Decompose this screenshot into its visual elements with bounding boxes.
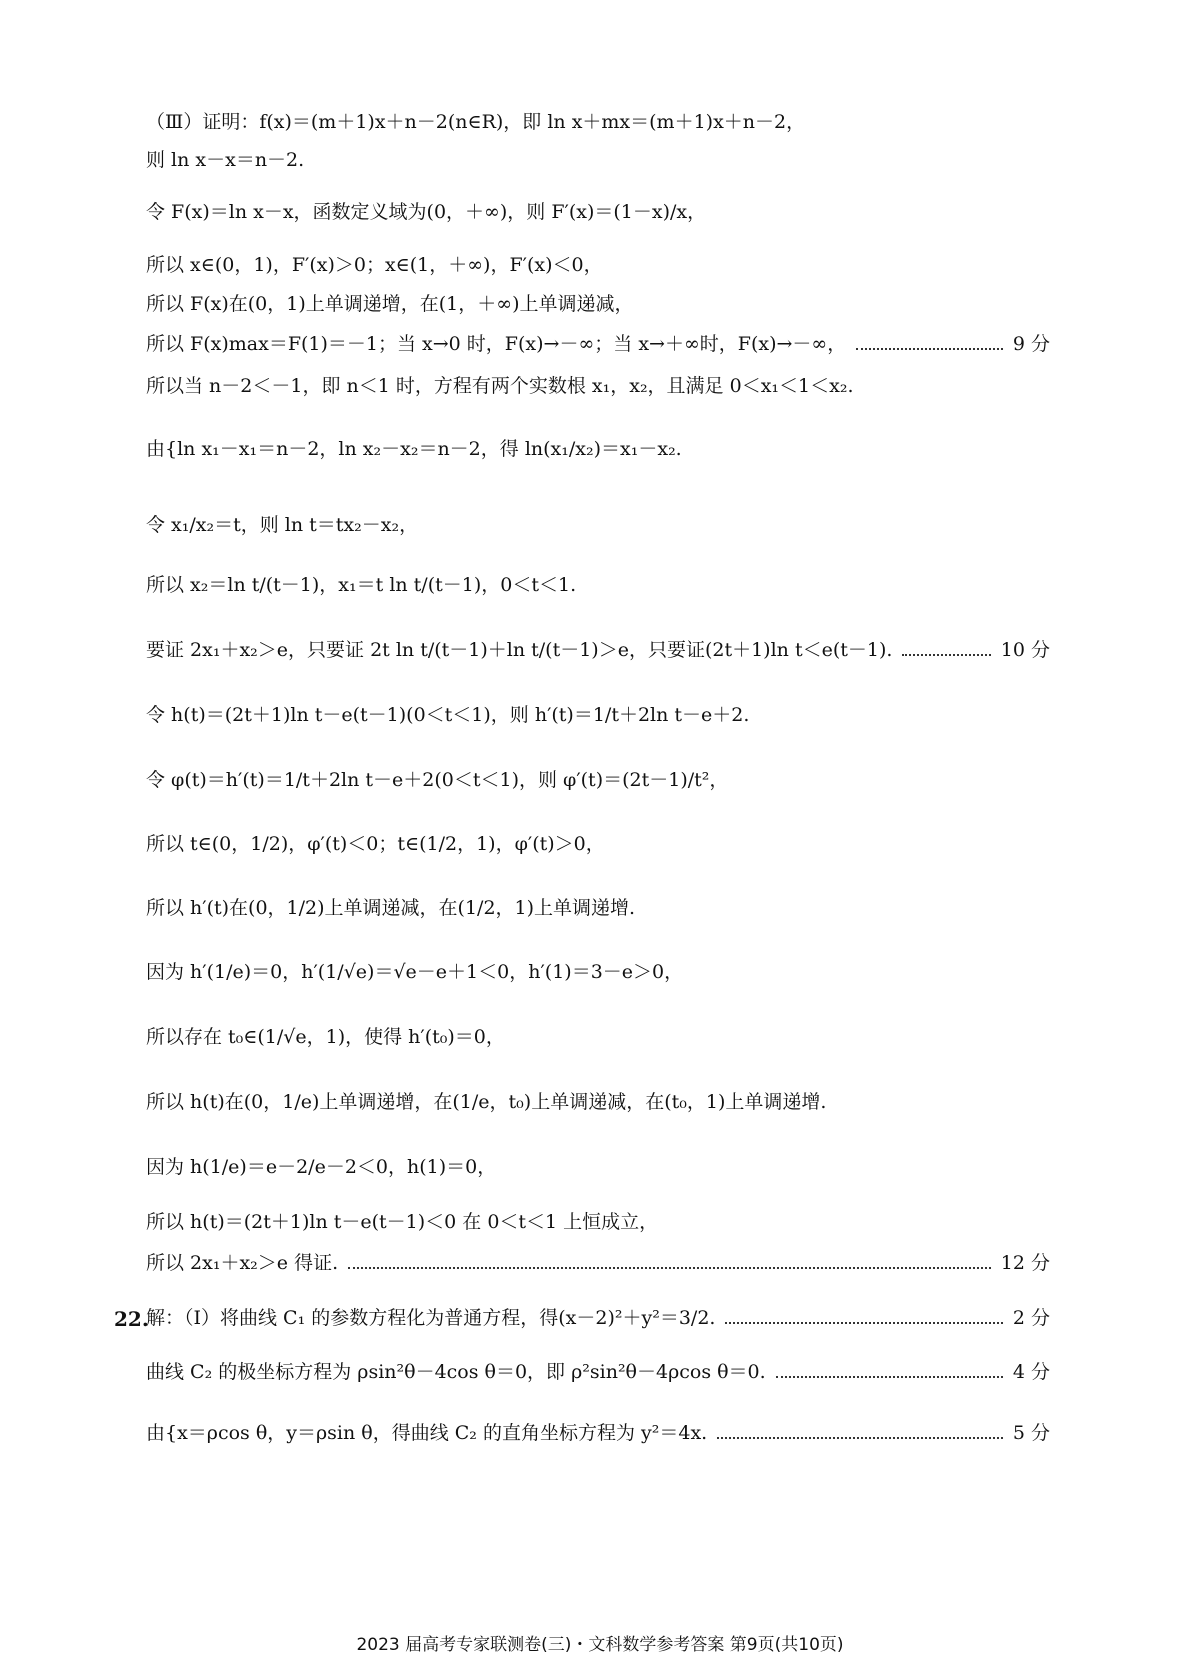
text-line: 令 h(t)＝(2t＋1)ln t－e(t－1)(0＜t＜1)，则 h′(t)＝1/t＋2ln t－e＋2. (146, 704, 750, 726)
text-line: 所以 h′(t)在(0，1/2)上单调递减，在(1/2，1)上单调递增. (146, 897, 636, 919)
scored-line: 解：（Ⅰ）将曲线 C₁ 的参数方程化为普通方程，得(x－2)²＋y²＝3/2. 2 分 (146, 1307, 1050, 1329)
leader-dots (856, 348, 1003, 350)
text-line: 令 x₁/x₂＝t，则 ln t＝tx₂－x₂， (146, 514, 419, 536)
scored-line: 要证 2x₁＋x₂＞e，只要证 2t ln t/(t－1)＋ln t/(t－1)＞e，只要证(2t＋1)ln t＜e(t－1). 10 分 (146, 639, 1050, 661)
text-line: 所以存在 t₀∈(1/√e，1)，使得 h′(t₀)＝0， (146, 1026, 505, 1048)
text-line: 令 F(x)＝ln x－x，函数定义域为(0，＋∞)，则 F′(x)＝(1－x)/x， (146, 201, 707, 223)
scored-line: 所以 F(x)max＝F(1)＝－1；当 x→0 时，F(x)→－∞；当 x→＋∞时，F(x)→－∞， 9 分 (146, 333, 1050, 355)
leader-dots (348, 1267, 991, 1269)
text-line: 所以 h(t)在(0，1/e)上单调递增，在(1/e，t₀)上单调递减，在(t₀，1)上单调递增. (146, 1091, 827, 1113)
score-label: 9 分 (1012, 333, 1050, 355)
leader-dots (717, 1437, 1003, 1439)
text-line: 所以 h(t)＝(2t＋1)ln t－e(t－1)＜0 在 0＜t＜1 上恒成立， (146, 1211, 659, 1233)
question-number: 22. (114, 1307, 149, 1331)
text-line: 所以 x∈(0，1)，F′(x)＞0；x∈(1，＋∞)，F′(x)＜0， (146, 254, 603, 276)
text-line: 所以 x₂＝ln t/(t－1)，x₁＝t ln t/(t－1)，0＜t＜1. (146, 574, 577, 596)
text-line: 因为 h′(1/e)＝0，h′(1/√e)＝√e－e＋1＜0，h′(1)＝3－e＞0， (146, 961, 684, 983)
score-label: 5 分 (1012, 1422, 1050, 1444)
scored-line: 所以 2x₁＋x₂＞e 得证. 12 分 (146, 1252, 1050, 1274)
text-line: 令 φ(t)＝h′(t)＝1/t＋2ln t－e＋2(0＜t＜1)，则 φ′(t)＝(2t－1)/t²， (146, 769, 729, 791)
scored-line: 曲线 C₂ 的极坐标方程为 ρsin²θ－4cos θ＝0，即 ρ²sin²θ－4ρcos θ＝0. 4 分 (146, 1361, 1050, 1383)
text-line: （Ⅲ）证明：f(x)＝(m＋1)x＋n－2(n∈R)，即 ln x＋mx＝(m＋1)x＋n－2， (146, 111, 806, 133)
page-footer: 2023 届高考专家联测卷(三)・文科数学参考答案 第9页(共10页) (356, 1635, 844, 1655)
scored-line: 由{x＝ρcos θ，y＝ρsin θ，得曲线 C₂ 的直角坐标方程为 y²＝4x. 5 分 (146, 1422, 1050, 1444)
text-line: 由{ln x₁－x₁＝n－2，ln x₂－x₂＝n－2，得 ln(x₁/x₂)＝x₁－x₂. (146, 438, 682, 460)
text-line: 因为 h(1/e)＝e－2/e－2＜0，h(1)＝0， (146, 1156, 497, 1178)
score-label: 12 分 (1000, 1252, 1050, 1274)
score-label: 10 分 (1000, 639, 1050, 661)
leader-dots (902, 654, 990, 656)
leader-dots (776, 1376, 1003, 1378)
score-label: 2 分 (1012, 1307, 1050, 1329)
text-line: 所以 F(x)在(0，1)上单调递增，在(1，＋∞)上单调递减， (146, 293, 634, 315)
text-line: 所以当 n－2＜－1，即 n＜1 时，方程有两个实数根 x₁，x₂，且满足 0＜x₁＜1＜x₂. (146, 375, 854, 397)
leader-dots (725, 1322, 1002, 1324)
score-label: 4 分 (1012, 1361, 1050, 1383)
text-line: 所以 t∈(0，1/2)，φ′(t)＜0；t∈(1/2，1)，φ′(t)＞0， (146, 833, 605, 855)
text-line: 则 ln x－x＝n－2. (146, 149, 305, 171)
